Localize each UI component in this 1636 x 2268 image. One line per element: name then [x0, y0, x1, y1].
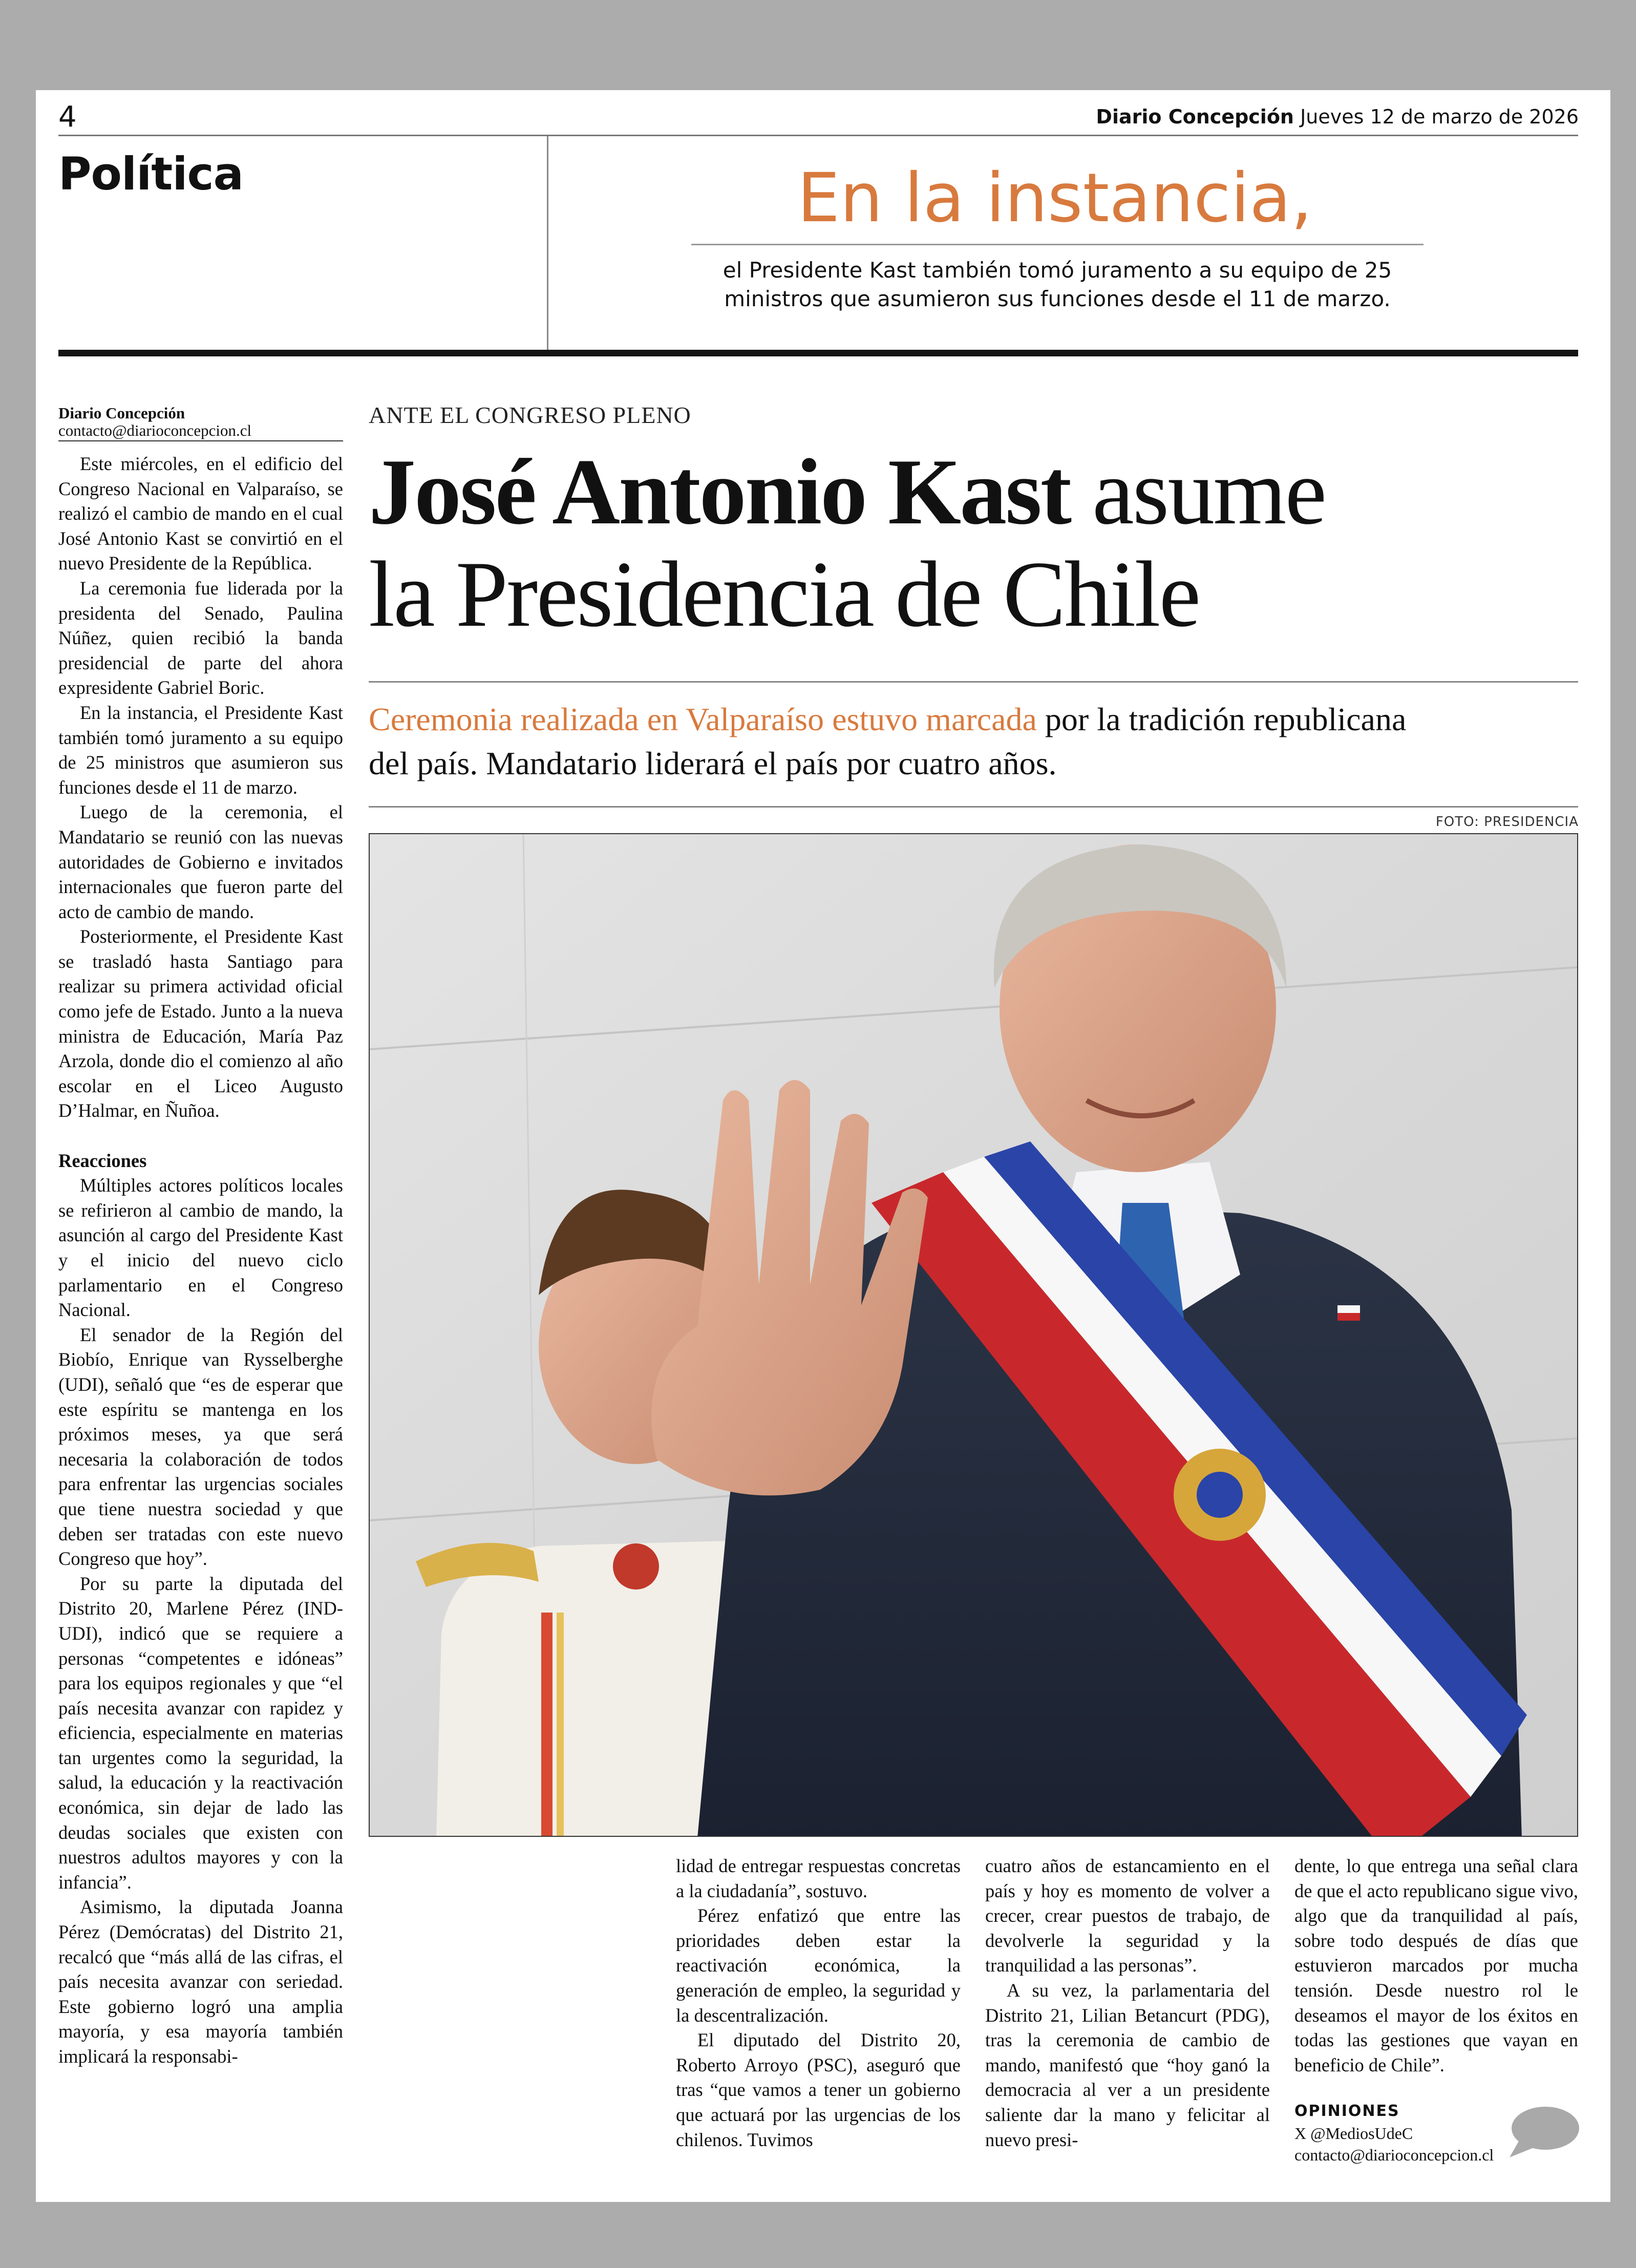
photo-illustration: [370, 834, 1577, 1836]
section-label: Política: [58, 147, 244, 200]
paragraph: A su vez, la parlamentaria del Distrito 21, Lilian Betancurt (PDG), tras la ceremonia de cambio de mando, manifestó que “hoy ganó la democracia al ver a un presidente saliente dar la mano y felicitar al nuevo presi-: [985, 1979, 1270, 2150]
header-divider: [547, 136, 548, 351]
paragraph: El diputado del Distrito 20, Roberto Arroyo (PSC), aseguró que tras “que vamos a tener un gobierno que actuará por las urgencias de los chilenos. Tuvimos: [676, 2029, 961, 2150]
pull-quote-line: ministros que asumieron sus funciones desde el 11 de marzo.: [724, 286, 1391, 311]
pull-quote-title: En la instancia,: [797, 159, 1313, 238]
paper-name: Diario Concepción: [1096, 105, 1294, 128]
spacer: [58, 1124, 343, 1149]
paragraph: El senador de la Región del Biobío, Enrique van Rysselberghe (UDI), señaló que “es de esperar que este espíritu se mantenga en los próximos meses, ya que será necesaria la colaboración de todos para enfrentar las urgencias sociales que tiene nuestra sociedad y que deben ser tratadas con este nuevo Congreso que hoy”.: [58, 1324, 343, 1570]
subheading: Reacciones: [58, 1150, 147, 1171]
headline-part: la Presidencia de Chile: [369, 542, 1200, 646]
byline-name: Diario Concepción: [58, 404, 185, 422]
paragraph: Este miércoles, en el edificio del Congreso Nacional en Valparaíso, se realizó el cambio de mando en el cual José Antonio Kast se convirtió en el nuevo Presidente de la República.: [58, 453, 343, 574]
pull-quote-line: el Presidente Kast también tomó juramento a su equipo de 25: [723, 258, 1392, 283]
kicker: ANTE EL CONGRESO PLENO: [369, 402, 691, 428]
paragraph: La ceremonia fue liderada por la presidenta del Senado, Paulina Núñez, quien recibió la banda presidencial de parte del ahora expresidente Gabriel Boric.: [58, 577, 343, 698]
article-column-3: [985, 1854, 1270, 2152]
deck-text: por la tradición republicana: [1036, 701, 1407, 737]
section-rule: [58, 350, 1578, 356]
issue-date: Jueves 12 de marzo de 2026: [1300, 105, 1579, 128]
paragraph: Múltiples actores políticos locales se refirieron al cambio de mando, la asunción al cargo del Presidente Kast y el inicio del nuevo ciclo parlamentario en el Congreso Nacional.: [58, 1175, 343, 1321]
paragraph: dente, lo que entrega una señal clara de que el acto republicano sigue vivo, algo que da tranquilidad al país, sobre todo después de días que estuvieron marcados por mucha tensión. Desde nuestro rol le deseamos el mayor de los éxitos en todas las gestiones que vayan en beneficio de Chile”.: [1294, 1855, 1578, 2075]
paragraph: cuatro años de estancamiento en el país y hoy es momento de volver a crecer, crear puestos de trabajo, de devolverle la seguridad y la tranquilidad a las personas”.: [985, 1855, 1270, 1976]
top-rule: [58, 135, 1578, 136]
paragraph: Asimismo, la diputada Joanna Pérez (Demócratas) del Distrito 21, recalcó que “más allá de las cifras, el país necesita avanzar con seriedad. Este gobierno logró una amplia mayoría, y esa mayoría también implicará la responsabi-: [58, 1896, 343, 2067]
headline-part: asume: [1070, 439, 1326, 544]
chat-bubble-icon: [1504, 2104, 1581, 2160]
opinions-social-handle[interactable]: X @MediosUdeC: [1294, 2124, 1413, 2143]
headline-bold: José Antonio Kast: [369, 439, 1071, 544]
deck-text: del país. Mandatario liderará el país por cuatro años.: [369, 745, 1057, 781]
article-column-1: [58, 452, 343, 2152]
deck-accent: Ceremonia realizada en Valparaíso estuvo marcada: [369, 701, 1037, 737]
article-column-4: [1294, 1854, 1578, 2078]
byline-rule: [58, 440, 343, 441]
pull-quote-rule: [691, 244, 1423, 245]
paragraph: Posteriormente, el Presidente Kast se trasladó hasta Santiago para realizar su primera actividad oficial como jefe de Estado. Junto a la nueva ministra de Educación, María Paz Arzola, donde dio el comienzo al año escolar en el Liceo Augusto D’Halmar, en Ñuñoa.: [58, 926, 343, 1121]
paragraph: Luego de la ceremonia, el Mandatario se reunió con las nuevas autoridades de Gobierno e invitados internacionales que fueron parte del acto de cambio de mando.: [58, 801, 343, 922]
page-number: 4: [58, 100, 77, 134]
deck-rule: [369, 806, 1578, 808]
paragraph: Por su parte la diputada del Distrito 20, Marlene Pérez (IND-UDI), indicó que se requiere a personas “competentes e idóneas” para los equipos regionales y que “el país necesita avanzar con rapidez y eficiencia, especialmente en materias tan urgentes como la seguridad, la salud, la educación y la reactivación económica, sin dejar de lado las deudas sociales que existen con nuestros adultos mayores y con la infancia”.: [58, 1573, 343, 1893]
paragraph: En la instancia, el Presidente Kast también tomó juramento a su equipo de 25 ministros que asumieron sus funciones desde el 11 de marzo.: [58, 702, 343, 798]
byline: [58, 405, 345, 439]
byline-email[interactable]: contacto@diarioconcepcion.cl: [58, 421, 252, 439]
headline: [369, 440, 1587, 645]
opinions-email[interactable]: contacto@diarioconcepcion.cl: [1294, 2146, 1494, 2164]
paragraph: Pérez enfatizó que entre las prioridades deben estar la reactivación económica, la generación de empleo, la seguridad y la descentralización.: [676, 1905, 961, 2026]
article-photo: [369, 833, 1578, 1837]
article-column-2: [676, 1854, 961, 2152]
masthead: [1096, 105, 1579, 128]
pull-quote-body: [691, 256, 1423, 313]
paragraph: lidad de entregar respuestas concretas a la ciudadanía”, sostuvo.: [676, 1855, 961, 1901]
deck: [369, 697, 1587, 786]
headline-rule: [369, 681, 1578, 683]
opinions-label: OPINIONES: [1294, 2102, 1400, 2120]
photo-credit: FOTO: PRESIDENCIA: [1435, 814, 1579, 830]
